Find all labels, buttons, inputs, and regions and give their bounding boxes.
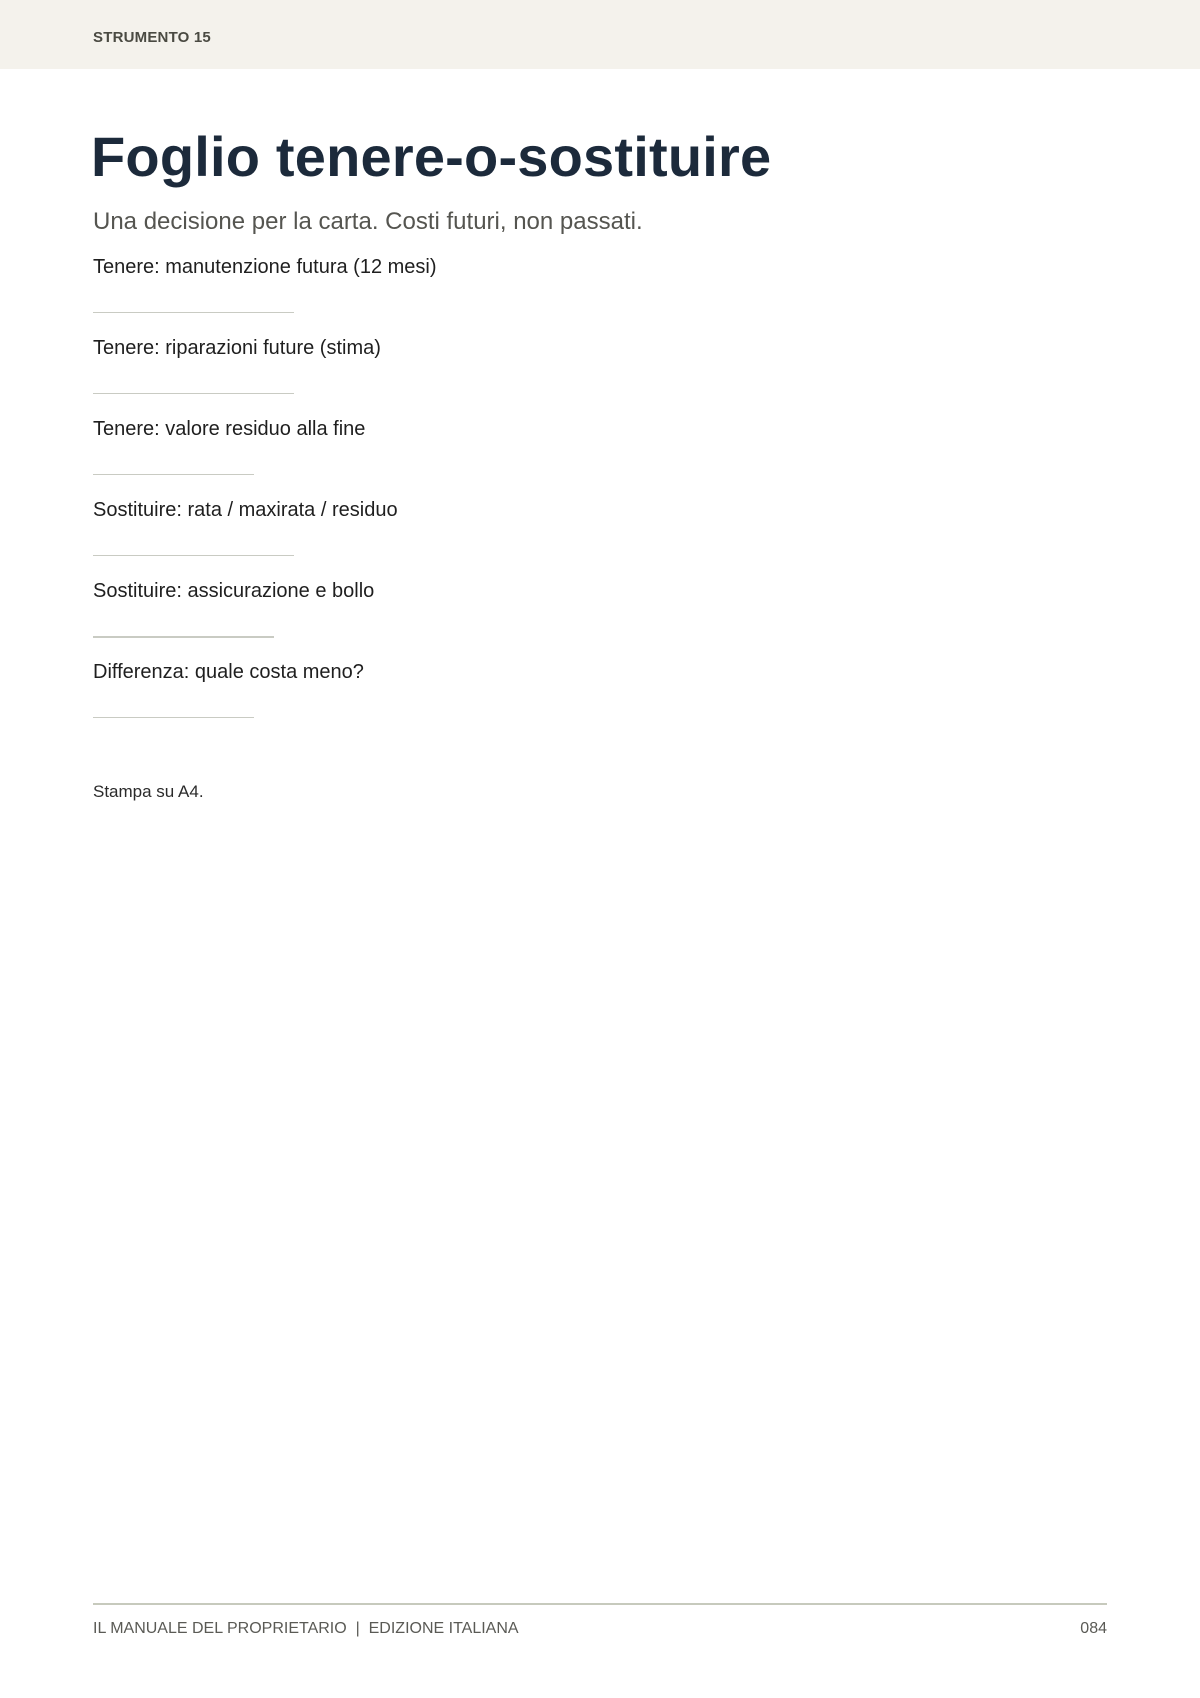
field-label: Tenere: valore residuo alla fine bbox=[93, 418, 366, 440]
field-label: Tenere: manutenzione futura (12 mesi) bbox=[93, 256, 437, 278]
field-label: Differenza: quale costa meno? bbox=[93, 661, 364, 683]
field-label: Sostituire: assicurazione e bollo bbox=[93, 580, 375, 602]
print-note: Stampa su A4. bbox=[93, 782, 204, 801]
field-replace-payment bbox=[93, 499, 893, 580]
field-replace-insurance bbox=[93, 580, 893, 661]
field-label: Sostituire: rata / maxirata / residuo bbox=[93, 499, 398, 521]
field-write-line bbox=[93, 636, 274, 638]
page-number: 084 bbox=[1080, 1620, 1107, 1637]
worksheet-fields bbox=[93, 256, 893, 742]
field-keep-maintenance bbox=[93, 256, 893, 337]
page-subtitle: Una decisione per la carta. Costi futuri, non passati. bbox=[93, 208, 643, 235]
page-title: Foglio tenere-o-sostituire bbox=[91, 125, 772, 188]
field-write-line bbox=[93, 717, 254, 718]
footer-publication: IL MANUALE DEL PROPRIETARIO | EDIZIONE ITALIANA bbox=[93, 1620, 519, 1637]
field-write-line bbox=[93, 393, 294, 394]
field-write-line bbox=[93, 555, 294, 556]
tool-kicker: STRUMENTO 15 bbox=[93, 29, 211, 46]
field-write-line bbox=[93, 312, 294, 313]
field-keep-repairs bbox=[93, 337, 893, 418]
field-keep-residual bbox=[93, 418, 893, 499]
field-difference bbox=[93, 661, 893, 742]
footer-divider bbox=[93, 1603, 1107, 1605]
field-write-line bbox=[93, 474, 254, 475]
field-label: Tenere: riparazioni future (stima) bbox=[93, 337, 381, 359]
header-band bbox=[0, 0, 1200, 69]
